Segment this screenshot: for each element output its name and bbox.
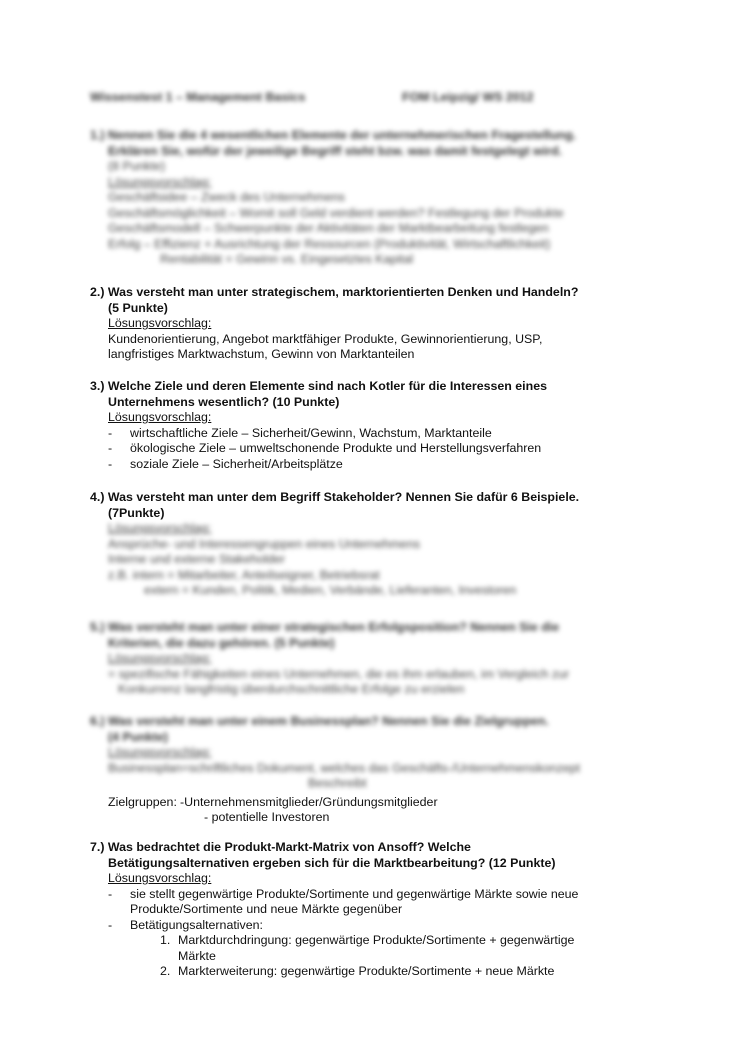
answer-line: Ansprüche- und Interessengruppen eines Unternehmens xyxy=(108,536,421,551)
question-7 xyxy=(90,840,660,980)
item-text: Marktdurchdringung: gegenwärtige Produkte/Sortimente + gegenwärtige xyxy=(178,933,575,947)
question-1-title-cont: Erklären Sie, wofür der jeweilige Begriff steht bzw. was damit festgelegt wird. xyxy=(108,143,562,158)
question-5 xyxy=(90,620,650,698)
question-4-points: (7Punkte) xyxy=(108,505,165,520)
target-groups-label: Zielgruppen: xyxy=(108,794,177,809)
question-4 xyxy=(90,490,650,599)
list-item-cont: Produkte/Sortimente und neue Märkte gegenüber xyxy=(130,902,403,916)
question-2 xyxy=(90,285,650,363)
answer-line: Rentabilität = Gewinn vs. Eingesetztes Kapital xyxy=(160,252,414,266)
question-6-points: (4 Punkte) xyxy=(108,729,168,744)
solution-label: Lösungsvorschlag: xyxy=(108,316,212,330)
document-header xyxy=(90,90,690,106)
question-6-title: 6.) Was versteht man unter einem Businessplan? Nennen Sie die Zielgruppen. xyxy=(90,714,549,728)
answer-line: Geschäftsmodell – Schwerpunkte der Aktivitäten der Marktbearbeitung festlegen xyxy=(108,221,549,235)
target-group-item: - potentielle Investoren xyxy=(204,810,330,824)
question-4-title: 4.) Was versteht man unter dem Begriff Stakeholder? Nennen Sie dafür 6 Beispiele. xyxy=(90,490,580,504)
item-number: 1. xyxy=(160,933,171,947)
list-item: - sie stellt gegenwärtige Produkte/Sortimente und gegenwärtige Märkte sowie neue xyxy=(90,887,660,903)
question-2-points: (5 Punkte) xyxy=(108,300,168,315)
answer-line: = spezifische Fähigkeiten eines Unternehmen, die es ihm erlauben, im Vergleich zur xyxy=(108,666,570,681)
answer-line: Kundenorientierung, Angebot marktfähiger Produkte, Gewinnorientierung, USP, xyxy=(108,331,543,346)
answer-line: Businessplan=schriftliches Dokument, welches das Geschäfts-/Unternehmenskonzept xyxy=(108,760,581,775)
list-item: - Betätigungsalternativen: xyxy=(90,918,660,934)
solution-label: Lösungsvorschlag: xyxy=(108,871,212,885)
target-group-item: -Unternehmensmitglieder/Gründungsmitglieder xyxy=(180,794,438,809)
item-text-cont: Märkte xyxy=(178,948,216,963)
list-item: - ökologische Ziele – umweltschonende Produkte und Herstellungsverfahren xyxy=(90,441,650,457)
answer-line: Geschäftsmöglichkeit – Womit soll Geld verdient werden? Festlegung der Produkte xyxy=(108,205,564,220)
question-1-title: 1.) Nennen Sie die 4 wesentlichen Elemente der unternehmerischen Fragestellung. xyxy=(90,128,577,142)
answer-line: Konkurrenz langfristig überdurchschnittliche Erfolge zu erzielen xyxy=(118,682,465,696)
question-2-title: 2.) Was versteht man unter strategischem, marktorientierten Denken und Handeln? xyxy=(90,285,579,299)
answer-line: Erfolg – Effizienz + Ausrichtung der Ressourcen (Produktivität, Wirtschaftlichkeit) xyxy=(108,236,551,251)
solution-label: Lösungsvorschlag: xyxy=(108,521,212,535)
question-1-points: (8 Punkte) xyxy=(108,159,166,173)
solution-label: Lösungsvorschlag: xyxy=(108,651,212,665)
item-text: Markterweiterung: gegenwärtige Produkte/Sortimente + neue Märkte xyxy=(178,964,555,978)
solution-label: Lösungsvorschlag: xyxy=(108,174,212,189)
numbered-item xyxy=(90,964,660,980)
document-title: Wissenstest 1 – Management Basics xyxy=(90,90,306,104)
question-7-title: 7.) Was bedrachtet die Produkt-Markt-Matrix von Ansoff? Welche xyxy=(90,840,471,854)
answer-line: Geschäftsidee – Zweck des Unternehmens xyxy=(108,190,345,204)
item-number: 2. xyxy=(160,964,171,978)
question-3-title: 3.) Welche Ziele und deren Elemente sind nach Kotler für die Interessen eines xyxy=(90,379,547,393)
question-7-title-cont: Betätigungsalternativen ergeben sich für die Marktbearbeitung? (12 Punkte) xyxy=(108,855,556,870)
question-3-title-cont: Unternehmens wesentlich? (10 Punkte) xyxy=(108,394,340,409)
answer-line: Interne und externe Stakeholder xyxy=(108,552,286,566)
question-3 xyxy=(90,379,650,472)
answer-line: extern = Kunden, Politik, Medien, Verbände, Lieferanten, Investoren xyxy=(144,583,517,597)
answer-line: langfristiges Marktwachstum, Gewinn von Marktanteilen xyxy=(108,347,415,361)
solution-label: Lösungsvorschlag: xyxy=(108,745,212,759)
target-groups xyxy=(90,795,650,826)
course-label: FOM Leipzig/ WS 2012 xyxy=(402,90,534,104)
question-6 xyxy=(90,714,650,826)
question-5-title-cont: Kriterien, die dazu gehören. (5 Punkte) xyxy=(108,635,335,650)
list-item: - wirtschaftliche Ziele – Sicherheit/Gewinn, Wachstum, Marktanteile xyxy=(90,426,650,442)
solution-label: Lösungsvorschlag: xyxy=(108,410,212,424)
list-item: - soziale Ziele – Sicherheit/Arbeitsplätze xyxy=(90,457,650,473)
numbered-item xyxy=(90,933,660,964)
answer-line: Beschreibt xyxy=(308,776,367,790)
answer-line: z.B. intern = Mitarbeiter, Anteilseigner, Betriebsrat xyxy=(108,567,380,582)
question-1 xyxy=(90,128,650,268)
question-5-title: 5.) Was versteht man unter einer strategischen Erfolgsposition? Nennen Sie die xyxy=(90,620,560,634)
